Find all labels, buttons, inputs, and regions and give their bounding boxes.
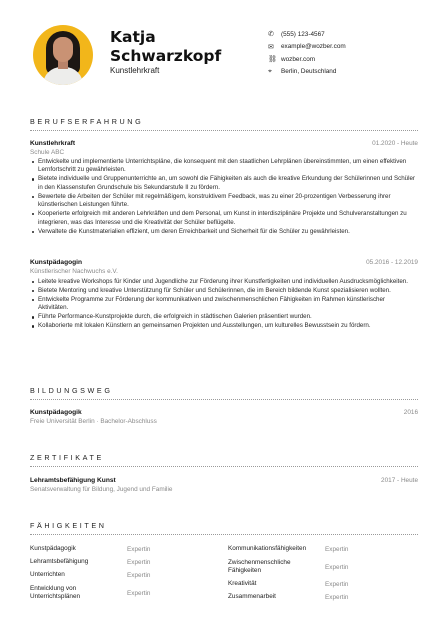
job-bullets (30, 278, 415, 331)
job-bullets (30, 158, 415, 237)
education-title: Kunstpädagogik (30, 409, 82, 416)
contact-email[interactable] (268, 41, 346, 54)
skill-name: Zusammenarbeit (228, 593, 276, 601)
job-date: 05.2016 - 12.2019 (366, 259, 418, 266)
skills-column-right (228, 543, 418, 604)
contact-website-text[interactable]: wozber.com (281, 55, 316, 63)
skill-row (228, 543, 418, 556)
section-title-experience: BERUFSERFAHRUNG (30, 117, 144, 126)
section-divider (30, 534, 418, 535)
list-item: Verwaltete die Kunstmaterialien effizient, um deren Erreichbarkeit und Sicherheit für die Schüler zu gewährleisten. (30, 228, 415, 236)
certificate-date: 2017 - Heute (381, 477, 418, 484)
skill-row (228, 578, 418, 591)
resume-header (0, 0, 448, 105)
education-date: 2016 (403, 409, 418, 416)
link-icon: ⛓ (268, 56, 277, 64)
list-item: Kollaborierte mit lokalen Künstlern an gemeinsamen Projekten und Ausstellungen, um kulturelles Bewusstsein zu fördern. (30, 322, 415, 330)
job-date: 01.2020 - Heute (372, 140, 418, 147)
email-icon: ✉ (268, 43, 274, 51)
section-divider (30, 466, 418, 467)
list-item: Führte Performance-Kunstprojekte durch, die erfolgreich in städtischen Galerien präsentiert wurden. (30, 313, 415, 321)
skill-name: Kreativität (228, 580, 257, 588)
skill-row (228, 556, 418, 578)
skill-row (30, 582, 220, 604)
contact-website[interactable] (268, 53, 346, 66)
phone-icon: ✆ (268, 31, 274, 39)
skill-name: Lehramtsbefähigung (30, 558, 89, 566)
location-pin-icon: ⌖ (268, 67, 272, 75)
contact-email-text[interactable]: example@wozber.com (281, 43, 346, 51)
skill-level: Expertin (127, 559, 151, 566)
section-divider (30, 130, 418, 131)
contact-location-text: Berlin, Deutschland (281, 68, 337, 76)
list-item: Leitete kreative Workshops für Kinder und Jugendliche zur Förderung ihrer Kunstfertigkeiten und individuellen Ausdrucksmöglichkeiten. (30, 278, 415, 286)
section-title-skills: FÄHIGKEITEN (30, 521, 107, 530)
job-title: Kunstlehrkraft (30, 140, 76, 147)
certificate-issuer: Senatsverwaltung für Bildung, Jugend und Familie (30, 486, 173, 493)
list-item: Bietete individuelle und Gruppenunterrichte an, um sowohl die Fähigkeiten als auch die kreative Erkundung der Schülerinnen und Schüler in den Klassenstufen Grundschule bis Sekundarstufe II zu fördern. (30, 175, 415, 192)
education-institution: Freie Universität Berlin · Bachelor-Abschluss (30, 418, 157, 425)
skill-level: Expertin (127, 546, 151, 553)
skill-level: Expertin (325, 563, 349, 571)
skill-row (30, 543, 220, 556)
section-title-education: BILDUNGSWEG (30, 386, 113, 395)
list-item: Entwickelte und implementierte Unterrichtspläne, die konsequent mit den staatlichen Lehrplänen übereinstimmten, um einen effektiven Lernfortschritt zu gewährleisten. (30, 158, 415, 175)
list-item: Kooperierte erfolgreich mit anderen Lehrkräften und dem Personal, um Kunst in interdisziplinäre Projekte und Schulveranstaltungen zu integrieren, was das Interesse und die Kreativität der Schüler beflügelte. (30, 210, 415, 227)
skill-level: Expertin (127, 572, 151, 579)
skill-name: Entwicklung von Unterrichtsplänen (30, 584, 81, 600)
skill-name: Kommunikationsfähigkeiten (228, 545, 307, 553)
contact-phone (268, 28, 346, 41)
skill-level: Expertin (127, 589, 151, 597)
skill-level: Expertin (325, 581, 349, 588)
contact-location (268, 66, 346, 79)
skill-level: Expertin (325, 546, 349, 553)
candidate-last-name: Schwarzkopf (110, 47, 222, 65)
skill-level: Expertin (325, 594, 349, 601)
contact-list (268, 28, 346, 78)
section-divider (30, 399, 418, 400)
candidate-first-name: Katja (110, 28, 156, 46)
avatar (33, 25, 93, 85)
skills-column-left (30, 543, 220, 604)
job-organization: Künstlerischer Nachwuchs e.V. (30, 268, 118, 275)
list-item: Bewertete die Arbeiten der Schüler mit regelmäßigem, konstruktivem Feedback, was zu einer 20-prozentigen Verbesserung ihrer künstlerischen Leistungen führte. (30, 193, 415, 210)
skill-name: Kunstpädagogik (30, 545, 76, 553)
certificate-title: Lehramtsbefähigung Kunst (30, 477, 116, 484)
job-title: Kunstpädagogin (30, 259, 83, 266)
candidate-name (110, 28, 221, 66)
skill-name: Unterrichten (30, 571, 65, 579)
candidate-role: Kunstlehrkraft (110, 66, 160, 75)
job-organization: Schule ABC (30, 149, 65, 156)
list-item: Entwickelte Programme zur Förderung der kommunikativen und zwischenmenschlichen Fähigkeiten im Rahmen künstlerischer Aktivitäten. (30, 296, 415, 313)
list-item: Bietete Mentoring und kreative Unterstützung für Schüler und Schülerinnen, die im Bereich bildende Kunst spezialisieren wollten. (30, 287, 415, 295)
skill-row (228, 591, 418, 604)
skill-name: Zwischenmenschliche Fähigkeiten (228, 558, 291, 574)
skill-row (30, 569, 220, 582)
contact-phone-text: (555) 123-4567 (281, 30, 325, 38)
skill-row (30, 556, 220, 569)
section-title-certificates: ZERTIFIKATE (30, 453, 104, 462)
